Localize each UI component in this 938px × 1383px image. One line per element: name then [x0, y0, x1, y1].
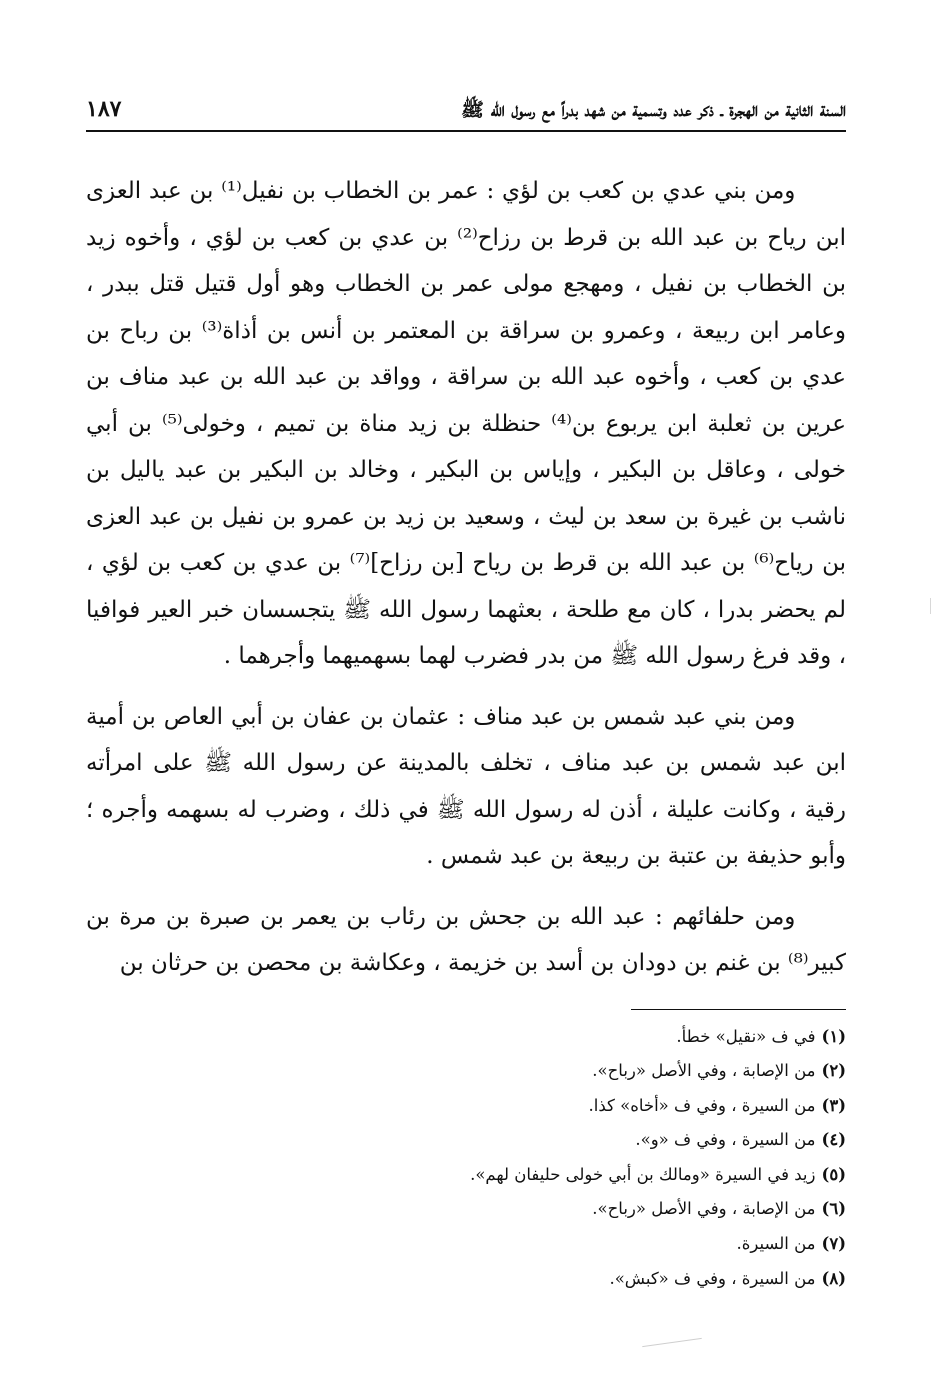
footnote-text: من السيرة ، وفي ف «أخاه» كذا.: [588, 1095, 816, 1115]
footnote: [86, 1227, 846, 1262]
footnote-number: (٥): [821, 1164, 846, 1184]
footnote-text: من السيرة.: [736, 1234, 816, 1254]
footnote: [86, 1192, 846, 1227]
footnote-text: من السيرة ، وفي ف «و».: [635, 1130, 816, 1150]
footnotes: [86, 1020, 846, 1297]
footnote-text: من السيرة ، وفي ف «كبش».: [609, 1268, 816, 1288]
footnote-text: زيد في السيرة «ومالك بن أبي خولى حليفان لهم».: [470, 1164, 816, 1184]
page-number: ١٨٧: [86, 96, 122, 122]
footnote-text: من الإصابة ، وفي الأصل «رباح».: [592, 1199, 816, 1219]
footnote: [86, 1123, 846, 1158]
paragraph-allies: ومن حلفائهم : عبد الله بن جحش بن رئاب بن يعمر بن صبرة بن مرة بن كبير⁽⁸⁾ بن غنم بن دودان بن أسد بن خزيمة ، وعكاشة بن محصن بن حرثان بن: [86, 903, 846, 976]
footnote-number: (٢): [821, 1061, 846, 1081]
header-title: السنة الثانية من الهجرة ـ ذكر عدد وتسمية من شهد بدراً مع رسول الله ﷺ: [461, 99, 846, 121]
footnote: [86, 1054, 846, 1089]
footnote-number: (٧): [821, 1234, 846, 1254]
paragraph-bani-adi: ومن بني عدي بن كعب بن لؤي : عمر بن الخطاب بن نفيل⁽¹⁾ بن عبد العزى ابن رياح بن عبد الله بن قرط بن رزاح⁽²⁾ بن عدي بن كعب بن لؤي ، وأخوه زيد بن الخطاب بن نفيل ، ومهجع مولى عمر بن الخطاب وهو أول قتيل قتل ببدر ، وعامر ابن ربيعة ، وعمرو بن سراقة بن المعتمر بن أنس بن أذاة⁽³⁾ بن رباح بن عدي بن كعب ، وأخوه عبد الله بن سراقة ، وواقد بن عبد الله بن عبد مناف بن عرين بن ثعلبة ابن يربوع بن⁽⁴⁾ حنظلة بن زيد مناة بن تميم ، وخولى⁽⁵⁾ بن أبي خولى ، وعاقل بن البكير ، وإياس بن البكير ، وخالد بن البكير بن عبد ياليل بن ناشب بن غيرة بن سعد بن ليث ، وسعيد بن زيد بن عمرو بن نفيل بن عبد العزى بن رياح⁽⁶⁾ بن عبد الله بن قرط بن رياح [بن رزاح]⁽⁷⁾ بن عدي بن كعب بن لؤي ، لم يحضر بدرا ، كان مع طلحة ، بعثهما رسول الله ﷺ يتجسسان خبر العير فوافيا ، وقد فرغ رسول الله ﷺ من بدر فضرب لهما بسهميهما وأجرهما .: [86, 178, 847, 669]
footnote-number: (١): [821, 1026, 846, 1046]
paragraph-bani-abd-shams: ومن بني عبد شمس بن عبد مناف : عثمان بن عفان بن أبي العاص بن أمية ابن عبد شمس بن عبد مناف ، تخلف بالمدينة عن رسول الله ﷺ على امرأته رقية ، وكانت عليلة ، أذن له رسول الله ﷺ في ذلك ، وضرب له بسهمه وأجره ؛ وأبو حذيفة بن عتبة بن ربيعة بن عبد شمس .: [86, 703, 846, 869]
footnote: [86, 1020, 846, 1055]
footnote: [86, 1158, 846, 1193]
footnote-number: (٣): [821, 1095, 846, 1115]
running-header: [86, 92, 846, 132]
footnote-number: (٤): [821, 1130, 846, 1150]
main-text: [86, 168, 846, 987]
footnote-divider: [631, 1009, 846, 1010]
scan-artifact: [930, 598, 931, 614]
footnote-text: من الإصابة ، وفي الأصل «رباح».: [592, 1061, 816, 1081]
footnote-text: في ف «نقيل» خطأ.: [676, 1026, 816, 1046]
footnote-number: (٦): [821, 1199, 846, 1219]
footnote: [86, 1089, 846, 1124]
book-page: [86, 92, 846, 1352]
footnote: [86, 1262, 846, 1297]
footnote-number: (٨): [821, 1268, 846, 1288]
